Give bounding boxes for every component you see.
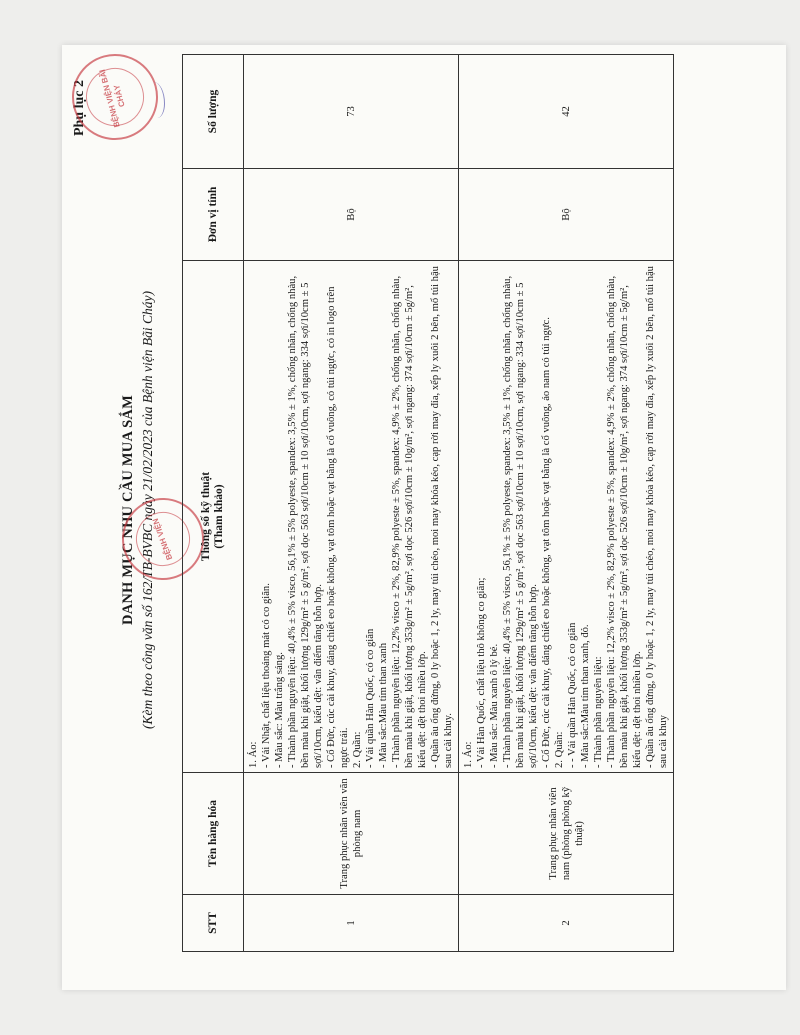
requirements-table (182, 54, 674, 952)
spec-line: - Vải Nhật, chất liệu thoáng mát có co giãn. (261, 583, 272, 768)
spec-line: - Vải Hàn Quốc, chất liệu thô không co giãn; (476, 577, 487, 768)
table-row (244, 55, 459, 952)
stamp-text: BỆNH VIỆN BÃI CHÁY (97, 68, 127, 129)
table-body (244, 55, 674, 952)
spec-line: - Thành phần nguyên liệu: 12,2% visco ± 2%, 82,9% polyeste ± 5%, spandex: 4,9% ± 2%, chống nhăn, chống nhàu, bền màu khi giặt, khối lượng 353g/m² ± 5g/m², sợi dọc 526 sợi/10cm ± 10g/m², sợi ngang: 374 sợi/10cm ± 5g/m², kiểu dệt: dệt thoi nhiều lớp. (391, 275, 428, 768)
header-qty: Số lượng (183, 55, 244, 169)
spec-line: 1. Áo: (463, 741, 474, 768)
spec-line: - Màu sắc: Màu xanh ô lý bé. (489, 643, 500, 768)
stamp-text: BỆNH VIỆN (150, 517, 175, 562)
row-unit: Bộ (459, 169, 674, 261)
spec-line: - Quần âu ống đứng, 0 ly hoặc 1, 2 ly, may túi chéo, moi may khóa kéo, cạp rời may đỉa, xếp ly xuôi 2 bên, mổ túi hậu sau cài khuy (645, 266, 669, 768)
rotated-content (62, 60, 786, 960)
spec-line: - Thành phần nguyên liệu: 40,4% ± 5% visco, 56,1% ± 5% polyeste, spandex: 3,5% ± 1%, chống nhăn, chống nhàu, bền màu khi giặt, khối lượng 129g/m² ± 5 g/m², sợi dọc 563 sợi/10cm ± 10 sợi/10cm, sợi ngang: 334 sợi/10cm ± 5 sợi/10cm, kiểu dệt: vân điểm tăng hỗn hợp. (287, 275, 324, 768)
spec-line: - Quần âu ống đứng, 0 ly hoặc 1, 2 ly, may túi chéo, moi may khóa kéo, cạp rời may đỉa, xếp ly xuôi 2 bên, mổ túi hậu sau cài khuy. (430, 266, 454, 768)
row-spec (244, 261, 459, 773)
spec-line: - Thành phần nguyên liệu: 40,4% ± 5% visco, 56,1% ± 5% polyeste, spandex: 3,5% ± 1%, chống nhăn, chống nhàu, bền màu khi giặt, khối lượng 129g/m² ± 5 g/m², sợi dọc 563 sợi/10cm ± 10 sợi/10cm, sợi ngang: 334 sợi/10cm ± 5 sợi/10cm, kiểu dệt: vân điểm tăng hỗn hợp. (502, 275, 539, 768)
row-qty: 73 (244, 55, 459, 169)
spec-line: - Màu sắc:Màu tím than xanh (378, 642, 389, 768)
spec-line: - Màu sắc: Màu trắng sáng. (274, 652, 285, 768)
spec-line: - - Vải quần Hàn Quốc, có co giãn (567, 622, 578, 768)
row-spec (459, 261, 674, 773)
row-item-name: Trang phục nhân viên văn phòng nam (244, 773, 459, 895)
row-unit: Bộ (244, 169, 459, 261)
spec-line: - Màu sắc:Màu tím than xanh, đỏ. (580, 624, 591, 768)
scanned-page (62, 45, 786, 990)
spec-line: 1. Áo: (248, 741, 259, 768)
signature-mark (146, 82, 165, 118)
spec-line: - Thành phần nguyên liệu: (593, 656, 604, 768)
row-stt: 1 (244, 895, 459, 952)
spec-line: 2. Quần: (352, 731, 363, 768)
spec-line: - Cổ Đức, cúc cài khuy, dáng chiết eo hoặc không, vạt tôm hoặc vạt bằng là cổ vuông, áo nam có túi ngực. (541, 317, 552, 768)
header-spec-note: (Tham khảo) (213, 484, 225, 549)
appendix-label: Phụ lục 2 (72, 80, 87, 137)
row-item-name: Trang phục nhân viên nam (phòng phòng kỹ thuật) (459, 773, 674, 895)
document-subtitle: (Kèm theo công văn số 162/TB-BVBC ngày 21/02/2023 của Bệnh viện Bãi Cháy) (140, 291, 155, 729)
row-qty: 42 (459, 55, 674, 169)
spec-line: 2. Quần: (554, 731, 565, 768)
document-title: DANH MỤC NHU CẦU MUA SẮM (120, 395, 136, 625)
header-spec (183, 261, 244, 773)
row-stt: 2 (459, 895, 674, 952)
spec-line: - Vải quần Hàn Quốc, có co giãn (365, 628, 376, 768)
table-row (459, 55, 674, 952)
header-stt: STT (183, 895, 244, 952)
header-spec-title: Thông số kỹ thuật (200, 471, 212, 562)
table-header-row (183, 55, 244, 952)
header-unit: Đơn vị tính (183, 169, 244, 261)
spec-line: - Cổ Đức, cúc cài khuy, dáng chiết eo hoặc không, vạt tôm hoặc vạt bằng là cổ vuông, có túi ngực, có in logo trên ngực trái. (326, 286, 350, 768)
header-name: Tên hàng hóa (183, 773, 244, 895)
spec-line: - Thành phần nguyên liệu: 12,2% visco ± 2%, 82,9% polyeste ± 5%, spandex: 4,9% ± 2%, chống nhăn, chống nhàu, bền màu khi giặt, khối lượng 353g/m² ± 5g/m², sợi dọc 526 sợi/10cm ± 10g/m², sợi ngang: 374 sợi/10cm ± 5g/m², kiểu dệt: dệt thoi nhiều lớp. (606, 275, 643, 768)
